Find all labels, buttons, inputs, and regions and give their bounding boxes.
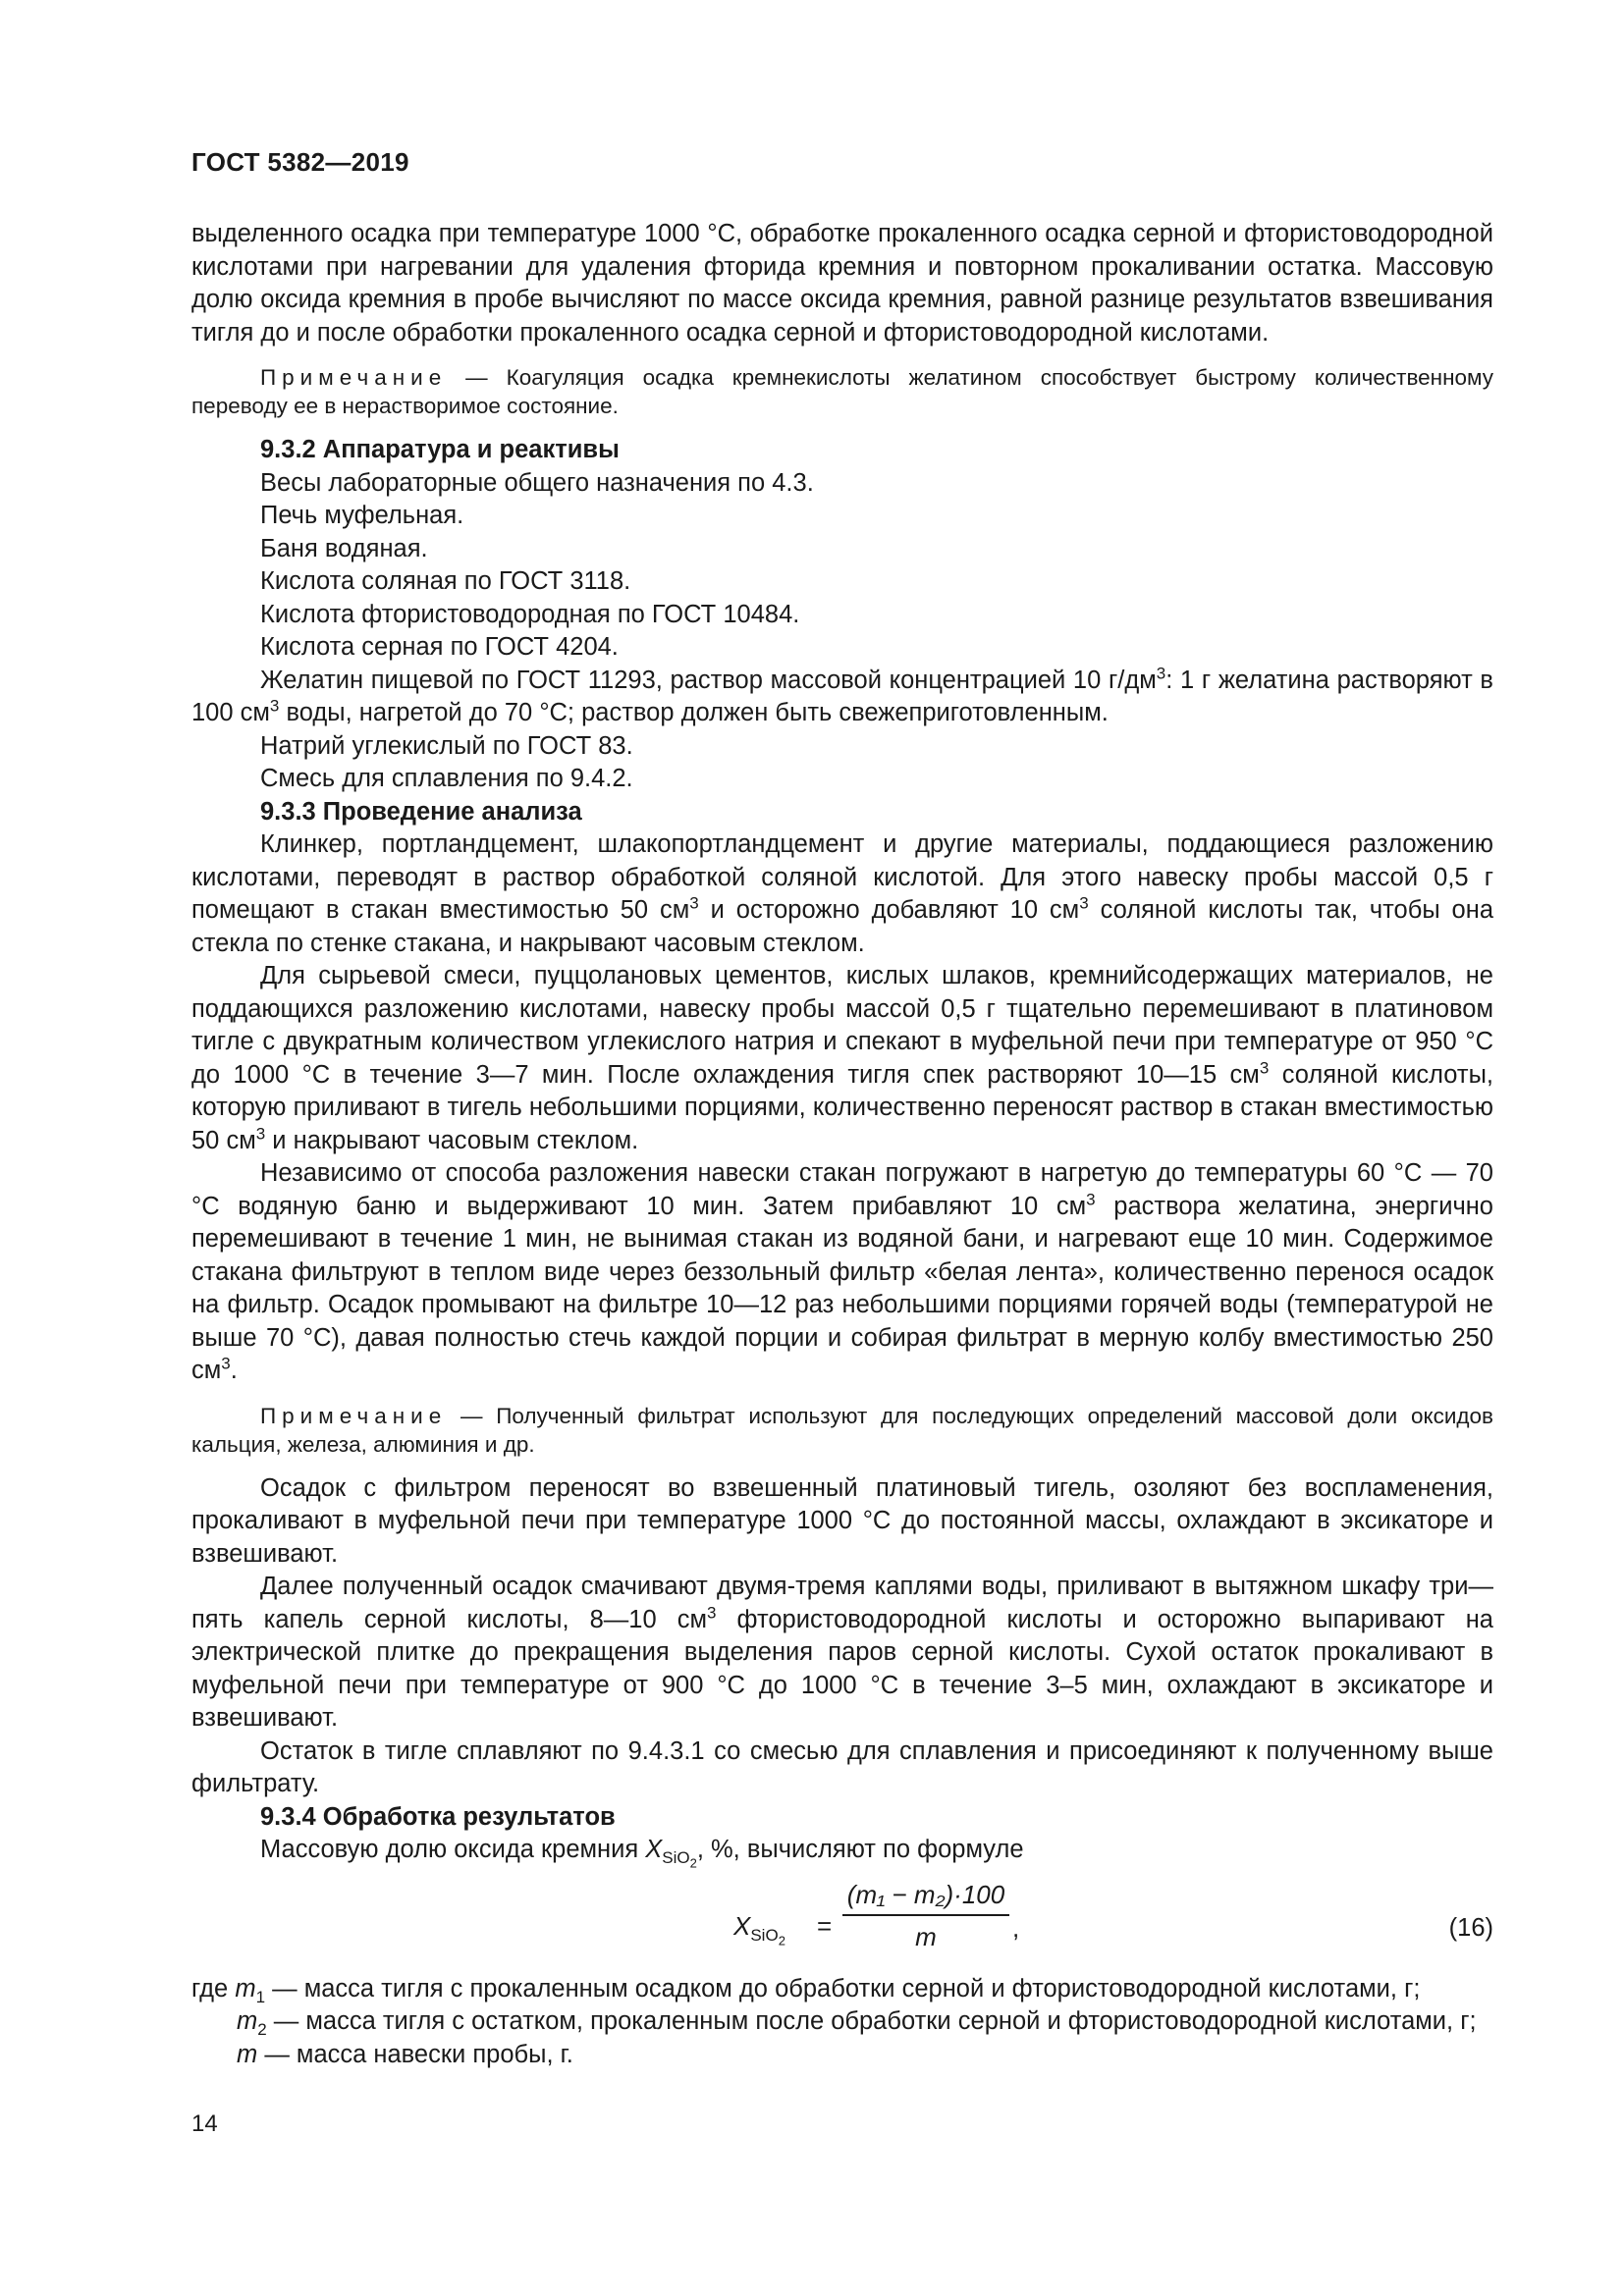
p3-text-a: Независимо от способа разложения навески стакан погружают в нагретую до температуры 60 °С — 70 °С водяную баню и выдерживают 10 мин. Затем прибавляют 10 см	[191, 1159, 1493, 1220]
subscript-2: 2	[778, 1933, 785, 1949]
p2-text-b: соляной кислоты, которую приливают в тигель небольшими порциями, количественно переносят раствор в стакан вместимостью 50 см	[191, 1060, 1493, 1154]
subscript-sio2	[662, 1848, 697, 1871]
legend-row-1	[191, 1973, 1493, 2006]
p3-text-b: раствора желатина, энергично перемешивают в течение 1 мин, не вынимая стакан из водяной бани, и нагревают еще 10 мин. Содержимое стакана фильтруют в теплом виде через беззольный фильтр «белая лента», количественно перенося осадок на фильтр. Осадок промывают на фильтре 10—12 раз небольшими порциями горячей воды (температурой не выше 70 °С), давая полностью стечь каждой порции и собирая фильтрат в мерную колбу вместимостью 250 см	[191, 1192, 1493, 1384]
paragraph-4: Осадок с фильтром переносят во взвешенный платиновый тигель, озоляют без воспламенения, прокаливают в муфельной печи при температуре 1000 °С до постоянной массы, охлаждают в эксикаторе и взвешивают.	[191, 1473, 1493, 1568]
paragraph-5	[191, 1571, 1493, 1735]
note-2	[191, 1402, 1493, 1459]
legend-text: — масса тигля с остатком, прокаленным после обработки серной и фтористоводородной кислотами, г;	[266, 2007, 1477, 2035]
where-lead: где	[191, 1974, 236, 2002]
superscript: 3	[1079, 893, 1089, 913]
list-item: Смесь для сплавления по 9.4.2.	[260, 765, 633, 792]
subscript-sio2	[750, 1925, 785, 1949]
superscript: 3	[1156, 664, 1166, 682]
formula-denominator: m	[915, 1921, 937, 1951]
section-9-3-3-heading: 9.3.3 Проведение анализа	[260, 797, 582, 826]
section-9-3-4-heading: 9.3.4 Обработка результатов	[260, 1802, 616, 1831]
legend-symbol: m	[235, 1974, 256, 2002]
formula-numerator: (m₁ − m₂)·100	[846, 1879, 1005, 1909]
section-9-3-2-heading: 9.3.2 Аппаратура и реактивы	[260, 436, 620, 463]
formula-intro-text-b: , %, вычисляют по формуле	[696, 1836, 1024, 1863]
formula-16	[191, 1877, 1493, 1967]
legend-symbol: m	[237, 2040, 258, 2068]
paragraph-6: Остаток в тигле сплавляют по 9.4.3.1 со смесью для сплавления и присоединяют к полученному выше фильтрату.	[191, 1736, 1493, 1797]
note-1-text: — Коагуляция осадка кремнекислоты желатином способствует быстрому количественному переводу ее в нерастворимое состояние.	[191, 365, 1493, 418]
formula-intro-text-a: Массовую долю оксида кремния	[260, 1836, 646, 1863]
p2-text-a: Для сырьевой смеси, пуццолановых цементов, кислых шлаков, кремнийсодержащих материалов, не поддающихся разложению кислотами, навеску пробы массой 0,5 г тщательно перемешивают в платиновом тигле с двукратным количеством углекислого натрия и спекают в муфельной печи при температуре от 950 °С до 1000 °С в течение 3—7 мин. После охлаждения тигля спек растворяют 10—15 см	[191, 962, 1493, 1089]
list-item: Кислота фтористоводородная по ГОСТ 10484.	[260, 600, 800, 628]
gelatin-text-c: воды, нагретой до 70 °С; раствор должен быть свежеприготовленным.	[279, 699, 1109, 726]
list-item: Печь муфельная.	[260, 502, 464, 529]
p1-text-b: и осторожно добавляют 10 см	[698, 896, 1080, 924]
list-item: Натрий углекислый по ГОСТ 83.	[260, 731, 633, 760]
p5-text-a: Далее полученный осадок смачивают двумя-тремя каплями воды, приливают в вытяжном шкафу три—пять капель серной кислоты, 8—10 см	[191, 1573, 1493, 1633]
superscript: 3	[689, 893, 699, 913]
paragraph-3	[191, 1157, 1493, 1388]
paragraph-2	[191, 960, 1493, 1157]
legend-symbol: m	[237, 2007, 258, 2035]
superscript: 3	[221, 1354, 231, 1373]
note-1	[191, 363, 1493, 420]
page-content	[191, 218, 1493, 2071]
legend-text: — масса тигля с прокаленным осадком до обработки серной и фтористоводородной кислотами, г;	[265, 1974, 1421, 2002]
subscript-sio: SiO	[750, 1925, 779, 1945]
formula-number: (16)	[1448, 1913, 1493, 1942]
legend-index: 2	[257, 2020, 267, 2040]
list-item: Баня водяная.	[260, 534, 428, 562]
list-item: Кислота серная по ГОСТ 4204.	[260, 633, 619, 661]
variable-x: X	[645, 1836, 663, 1863]
note-1-label: Примечание	[260, 365, 448, 390]
gelatin-text-b: : 1 г желатина растворяют в 100 см	[191, 666, 1493, 726]
fraction-bar	[842, 1914, 1009, 1916]
variable-x: X	[733, 1910, 751, 1941]
list-item: Весы лабораторные общего назначения по 4.3.	[260, 468, 814, 497]
superscript: 3	[1259, 1058, 1270, 1077]
list-item-gelatin	[191, 665, 1493, 730]
superscript: 3	[269, 696, 280, 716]
gelatin-text-a: Желатин пищевой по ГОСТ 11293, раствор массовой концентрацией 10 г/дм	[260, 666, 1157, 694]
document-header: ГОСТ 5382—2019	[191, 147, 409, 177]
superscript: 3	[707, 1603, 717, 1622]
p5-text-b: фтористоводородной кислоты и осторожно выпаривают на электрической плитке до прекращения выделения паров серной кислоты. Сухой остаток прокаливают в муфельной печи при температуре от 900 °С до 1000 °С в течение 3–5 мин, охлаждают в эксикаторе и взвешивают.	[191, 1605, 1493, 1732]
subscript-2: 2	[689, 1855, 697, 1871]
formula-equals: =	[817, 1910, 833, 1941]
formula-comma: ,	[1012, 1912, 1020, 1943]
subscript-sio: SiO	[662, 1848, 690, 1868]
note-2-label: Примечание	[260, 1403, 448, 1428]
formula-fraction	[842, 1877, 1009, 1953]
p1-text-c: соляной кислоты так, чтобы она стекла по стенке стакана, и накрывают часовым стеклом.	[191, 896, 1494, 957]
formula-lhs	[733, 1910, 785, 1949]
note-2-text: — Полученный фильтрат используют для последующих определений массовой доли оксидов кальция, железа, алюминия и др.	[191, 1403, 1493, 1457]
superscript: 3	[255, 1124, 266, 1143]
formula-intro	[191, 1834, 1493, 1871]
page-number: 14	[191, 2110, 218, 2137]
p3-text-c: .	[230, 1357, 238, 1384]
p2-text-c: и накрывают часовым стеклом.	[265, 1126, 639, 1154]
superscript: 3	[1086, 1190, 1096, 1208]
list-item: Кислота соляная по ГОСТ 3118.	[260, 567, 631, 595]
legend-text: — масса навески пробы, г.	[257, 2040, 573, 2068]
p1-text-a: Клинкер, портландцемент, шлакопортландцемент и другие материалы, поддающиеся разложению кислотами, переводят в раствор обработкой соляной кислотой. Для этого навеску пробы массой 0,5 г помещают в стакан вместимостью 50 см	[191, 830, 1493, 924]
legend-row-2	[237, 2005, 1493, 2039]
legend-row-3	[237, 2039, 1493, 2072]
paragraph-intro: выделенного осадка при температуре 1000 °С, обработке прокаленного осадка серной и фтористоводородной кислотами при нагревании для удаления фторида кремния и повторном прокаливании остатка. Массовую долю оксида кремния в пробе вычисляют по массе оксида кремния, равной разнице результатов взвешивания тигля до и после обработки прокаленного осадка серной и фтористоводородной кислотами.	[191, 220, 1493, 347]
legend-index: 1	[255, 1987, 266, 2006]
paragraph-1	[191, 828, 1493, 960]
